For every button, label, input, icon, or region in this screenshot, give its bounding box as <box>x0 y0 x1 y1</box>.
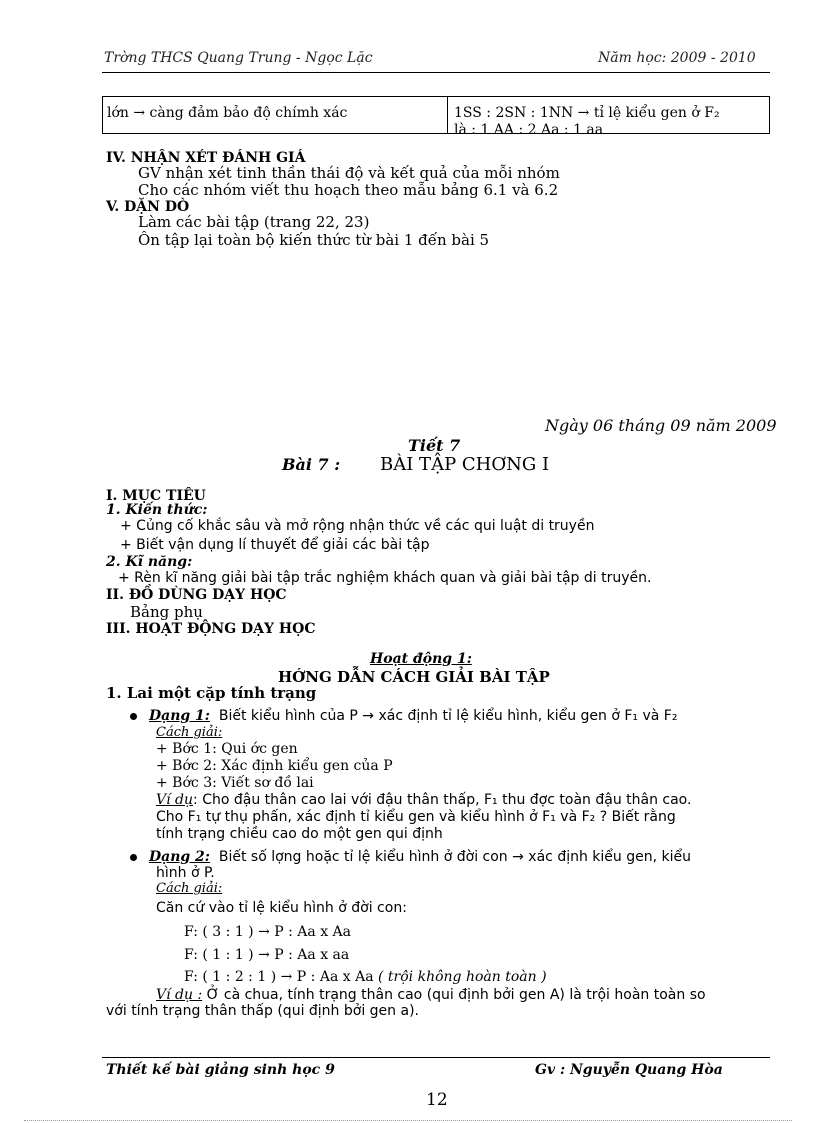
dang2-vidu-line2: với tính trạng thân thấp (qui định bởi gen a). <box>106 1003 419 1019</box>
dang1-label: Dạng 1: <box>149 708 210 724</box>
dang1-text: Biết kiểu hình của P → xác định tỉ lệ kiểu hình, kiểu gen ở F₁ và F₂ <box>218 708 678 724</box>
dang2-text1: Biết số lợng hoặc tỉ lệ kiểu hình ở đời con → xác định kiểu gen, kiểu <box>218 849 691 865</box>
table-right-line1: 1SS : 2SN : 1NN → tỉ lệ kiểu gen ở F₂ <box>454 105 720 121</box>
footer-left: Thiết kế bài giảng sinh học 9 <box>106 1062 335 1078</box>
section-v-title: V. DẶN DÒ <box>106 199 190 215</box>
bullet-icon <box>130 713 137 720</box>
section-iv-line1: GV nhận xét tinh thần thái độ và kết quả của mỗi nhóm <box>138 164 560 182</box>
section-i-title: I. MỤC TIÊU <box>106 488 206 504</box>
carryover-table <box>102 96 770 138</box>
section-ii-title: II. ĐỒ DÙNG DẠY HỌC <box>106 587 287 603</box>
activity-title: HỚNG DẪN CÁCH GIẢI BÀI TẬP <box>278 668 550 686</box>
activity-label: Hoạt động 1: <box>370 651 472 667</box>
footer-right: Gv : Nguyễn Quang Hòa <box>535 1062 723 1078</box>
lesson-date: Ngày 06 tháng 09 năm 2009 <box>545 416 777 435</box>
dang1-cach-giai: Cách giải: <box>156 725 223 740</box>
section-iii-title: III. HOẠT ĐỘNG DẠY HỌC <box>106 621 316 637</box>
dang2-line <box>130 849 691 865</box>
header-school: Trờng THCS Quang Trung - Ngọc Lặc <box>104 50 373 66</box>
dang2-formula-1: F: ( 3 : 1 ) → P : Aa x Aa <box>184 924 352 940</box>
section-iv-line2: Cho các nhóm viết thu hoạch theo mẫu bảng 6.1 và 6.2 <box>138 181 559 199</box>
lesson-number: Bài 7 : <box>282 455 341 474</box>
table-right-line2: là : 1 AA : 2 Aa : 1 aa <box>454 122 604 138</box>
dang1-line <box>130 708 677 724</box>
dang1-vidu-label: Ví dụ <box>156 792 194 808</box>
dang2-formula-3-text: F: ( 1 : 2 : 1 ) → P : Aa x Aa <box>184 969 374 985</box>
section-v-line2: Ôn tập lại toàn bộ kiến thức từ bài 1 đến bài 5 <box>138 231 490 249</box>
part1-title: 1. Lai một cặp tính trạng <box>106 684 317 702</box>
dang2-vidu-text1: Ở cà chua, tính trạng thân cao (qui định bởi gen A) là trội hoàn toàn so <box>206 987 706 1003</box>
dang1-vidu-line3: tính trạng chiều cao do một gen qui định <box>156 826 443 842</box>
section-ii-line1: Bảng phụ <box>130 603 203 621</box>
page-number: 12 <box>426 1090 448 1110</box>
ki-nang-heading: 2. Kĩ năng: <box>106 554 193 570</box>
table-cell-right <box>448 97 769 138</box>
page-bottom-rule <box>24 1120 792 1121</box>
dang1-vidu-line2: Cho F₁ tự thụ phấn, xác định tỉ kiểu gen và kiểu hình ở F₁ và F₂ ? Biết rằng <box>156 809 676 825</box>
section-iv-title: IV. NHẬN XÉT ĐÁNH GIÁ <box>106 150 306 166</box>
bullet-icon <box>130 854 137 861</box>
dang2-vidu-label: Ví dụ : <box>156 987 203 1003</box>
dang2-intro: Căn cứ vào tỉ lệ kiểu hình ở đời con: <box>156 900 407 916</box>
dang2-formula-3 <box>184 969 547 985</box>
dang2-cach-giai: Cách giải: <box>156 881 223 896</box>
dang2-formula-2: F: ( 1 : 1 ) → P : Aa x aa <box>184 947 350 963</box>
dang2-formula-3-note: ( trội không hoàn toàn ) <box>378 969 547 985</box>
dang2-vidu-line1 <box>156 987 706 1003</box>
header-year: Năm học: 2009 - 2010 <box>598 50 756 66</box>
dang1-step-3: + Bớc 3: Viết sơ đồ lai <box>156 775 314 791</box>
kien-thuc-item-1: + Củng cố khắc sâu và mở rộng nhận thức về các qui luật di truyền <box>120 518 595 534</box>
header-rule <box>102 72 770 73</box>
section-v-line1: Làm các bài tập (trang 22, 23) <box>138 213 370 231</box>
kien-thuc-item-2: + Biết vận dụng lí thuyết để giải các bài tập <box>120 537 430 553</box>
ki-nang-item-1: + Rèn kĩ năng giải bài tập trắc nghiệm khách quan và giải bài tập di truyền. <box>118 570 652 586</box>
footer-rule <box>102 1057 770 1058</box>
lesson-title: BÀI TẬP CHƠNG I <box>380 454 550 475</box>
dang2-text2: hình ở P. <box>156 865 215 881</box>
dang1-vidu-line1 <box>156 792 691 808</box>
dang1-vidu-text1: : Cho đậu thân cao lai với đậu thân thấp, F₁ thu đợc toàn đậu thân cao. <box>193 792 692 808</box>
table-cell-left: lớn → càng đảm bảo độ chímh xác <box>103 97 448 133</box>
kien-thuc-heading: 1. Kiến thức: <box>106 502 208 518</box>
dang1-step-2: + Bớc 2: Xác định kiểu gen của P <box>156 758 393 774</box>
dang2-label: Dạng 2: <box>149 849 210 865</box>
dang1-step-1: + Bớc 1: Qui ớc gen <box>156 741 298 757</box>
lesson-tiet: Tiết 7 <box>408 436 461 455</box>
